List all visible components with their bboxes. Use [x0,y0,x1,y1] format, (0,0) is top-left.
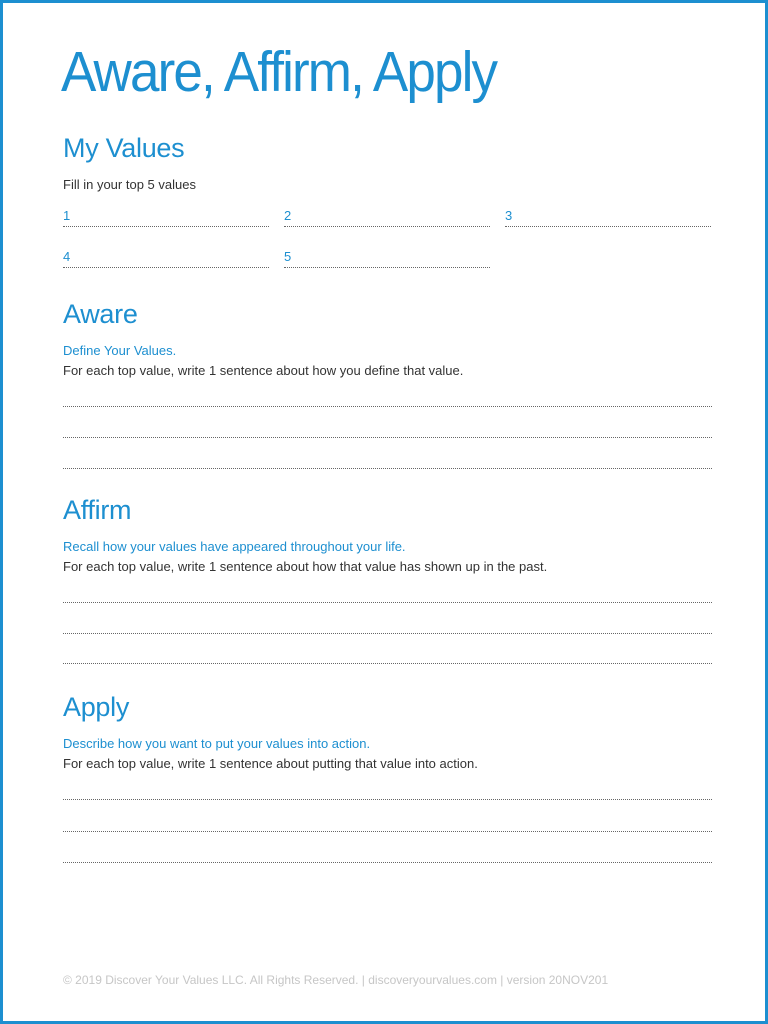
value-field-2[interactable] [284,208,490,227]
value-field-1[interactable] [63,208,269,227]
aware-answer-line-3[interactable] [63,468,712,469]
value-number: 1 [63,208,71,223]
value-number: 5 [284,249,292,264]
apply-answer-line-3[interactable] [63,862,712,863]
value-number: 3 [505,208,513,223]
footer-copyright: © 2019 Discover Your Values LLC. All Rights Reserved. | discoveryourvalues.com | version 20NOV201 [63,973,609,987]
affirm-answer-line-2[interactable] [63,633,712,634]
apply-answer-line-1[interactable] [63,799,712,800]
apply-answer-line-2[interactable] [63,831,712,832]
apply-subheading: Describe how you want to put your values into action. [63,736,371,751]
aware-heading: Aware [63,299,138,329]
page-title: Aware, Affirm, Apply [61,40,497,104]
value-number: 2 [284,208,292,223]
affirm-answer-line-3[interactable] [63,663,712,664]
affirm-subheading: Recall how your values have appeared throughout your life. [63,539,406,554]
aware-answer-line-2[interactable] [63,437,712,438]
value-field-5[interactable] [284,249,490,268]
my-values-instruction: Fill in your top 5 values [63,177,196,192]
aware-instruction: For each top value, write 1 sentence about how you define that value. [63,363,464,378]
apply-instruction: For each top value, write 1 sentence about putting that value into action. [63,756,478,771]
value-field-3[interactable] [505,208,711,227]
affirm-instruction: For each top value, write 1 sentence about how that value has shown up in the past. [63,559,548,574]
affirm-answer-line-1[interactable] [63,602,712,603]
apply-heading: Apply [63,692,130,722]
aware-subheading: Define Your Values. [63,343,177,358]
aware-answer-line-1[interactable] [63,406,712,407]
affirm-heading: Affirm [63,495,132,525]
value-number: 4 [63,249,71,264]
value-field-4[interactable] [63,249,269,268]
my-values-heading: My Values [63,133,185,163]
